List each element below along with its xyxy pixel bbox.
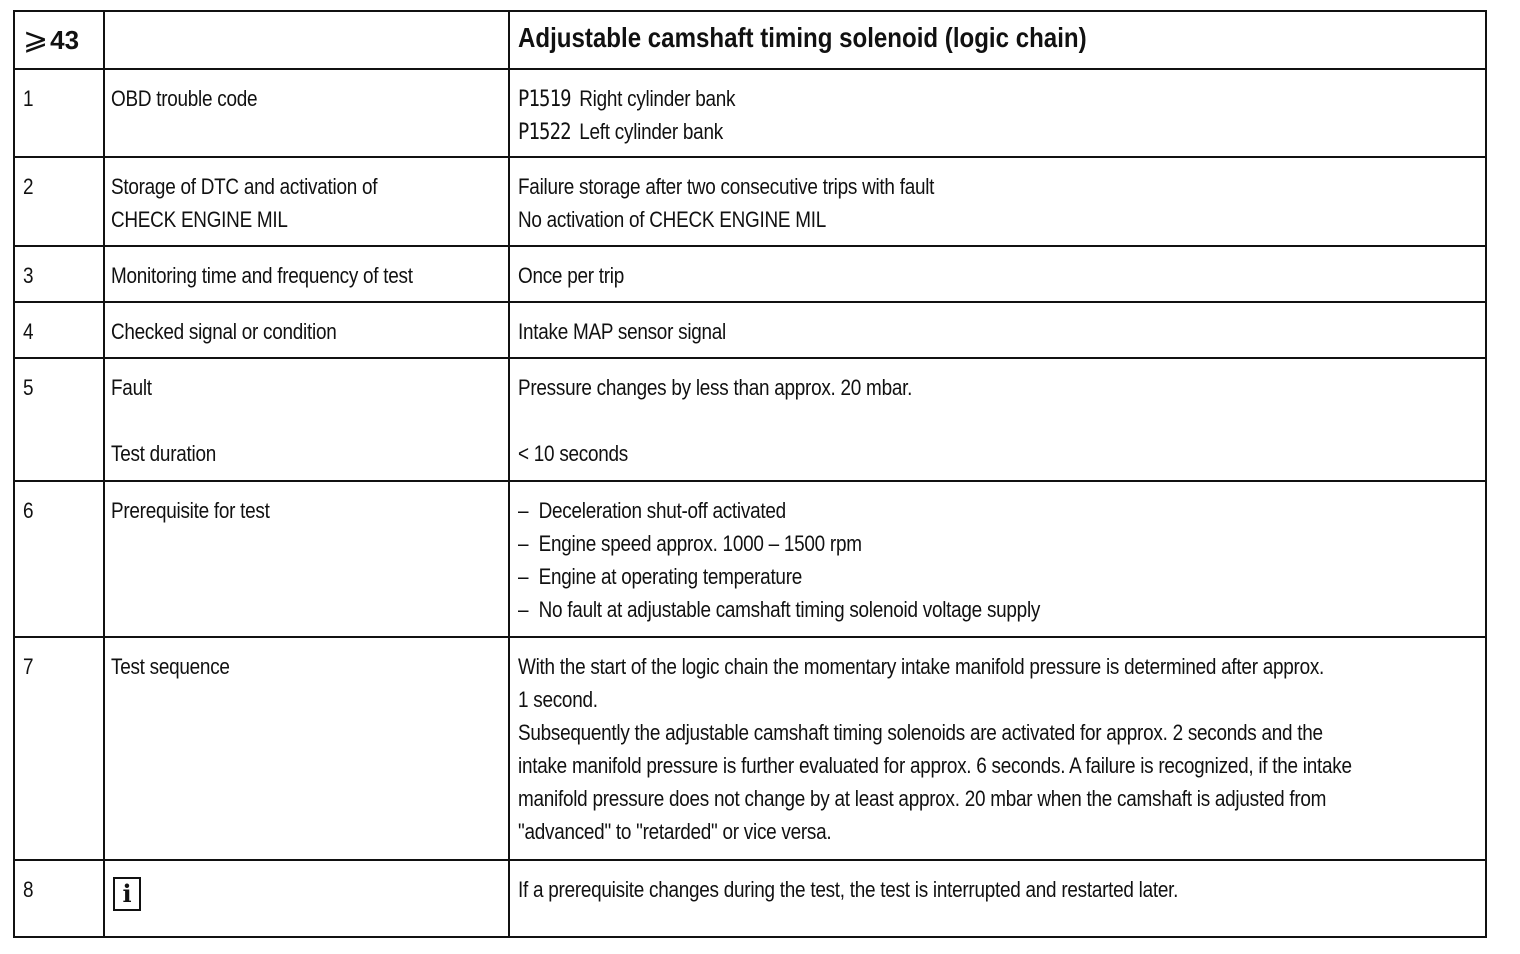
row-value-line: "advanced" to "retarded" or vice versa. [518,819,832,844]
table-header-row [15,12,1485,68]
bullet-dash: – [518,531,529,556]
trouble-code-line [518,82,735,116]
row-value: < 10 seconds [518,441,628,466]
row-value-line: Failure storage after two consecutive trips with fault [518,174,935,199]
row-label: Monitoring time and frequency of test [111,263,413,288]
row-label-line: Storage of DTC and activation of [111,174,378,199]
row-value: Pressure changes by less than approx. 20 mbar. [518,375,913,400]
page-title: Adjustable camshaft timing solenoid (logic chain) [518,22,1087,53]
table-row-3 [15,245,1485,303]
trouble-code-desc: Left cylinder bank [579,119,723,144]
bullet-dash: – [518,597,529,622]
row-label: Test duration [111,441,216,466]
list-item-text: Deceleration shut-off activated [538,498,786,523]
list-item [518,494,786,527]
row-label: Fault [111,375,152,400]
row-value-line: manifold pressure does not change by at least approx. 20 mbar when the camshaft is adjusted from [518,786,1327,811]
row-label: Test sequence [111,654,230,679]
table-row-2 [15,156,1485,247]
row-value: Intake MAP sensor signal [518,319,726,344]
trouble-code: P1519 [518,87,571,112]
row-number: 7 [23,654,34,679]
row-number: 8 [23,877,34,902]
section-number-value: 43 [50,25,80,55]
row-number: 4 [23,319,34,344]
row-label-line: CHECK ENGINE MIL [111,207,288,232]
table-row-7 [15,636,1485,861]
bullet-dash: – [518,498,529,523]
info-icon: i [113,877,141,911]
trouble-code-line [518,115,723,149]
row-value: If a prerequisite changes during the test, the test is interrupted and restarted later. [518,877,1179,902]
row-value-line: Subsequently the adjustable camshaft timing solenoids are activated for approx. 2 seconds and the [518,720,1323,745]
row-label: Checked signal or condition [111,319,337,344]
row-label: Prerequisite for test [111,498,270,523]
row-number: 6 [23,498,34,523]
row-value-line: 1 second. [518,687,598,712]
table-row-5 [15,357,1485,482]
trouble-code: P1522 [518,120,571,145]
row-value-line: intake manifold pressure is further evaluated for approx. 6 seconds. A failure is recognized, if the intake [518,753,1352,778]
trouble-code-desc: Right cylinder bank [579,86,736,111]
diagnostic-table [13,10,1487,938]
row-value-line: No activation of CHECK ENGINE MIL [518,207,826,232]
bullet-dash: – [518,564,529,589]
row-number: 5 [23,375,34,400]
row-number: 3 [23,263,34,288]
list-item-text: Engine speed approx. 1000 – 1500 rpm [538,531,862,556]
list-item-text: No fault at adjustable camshaft timing solenoid voltage supply [538,597,1041,622]
list-item [518,560,802,593]
table-row-1 [15,68,1485,158]
table-row-6 [15,480,1485,638]
row-number: 1 [23,86,34,111]
row-number: 2 [23,174,34,199]
table-row-8 [15,859,1485,938]
row-value-line: With the start of the logic chain the momentary intake manifold pressure is determined after approx. [518,654,1325,679]
list-item [518,593,1040,626]
section-number [23,22,79,57]
row-label: OBD trouble code [111,86,258,111]
section-marker-icon: ⩾ [23,23,49,56]
row-value: Once per trip [518,263,625,288]
list-item [518,527,862,560]
table-row-4 [15,301,1485,359]
list-item-text: Engine at operating temperature [538,564,803,589]
